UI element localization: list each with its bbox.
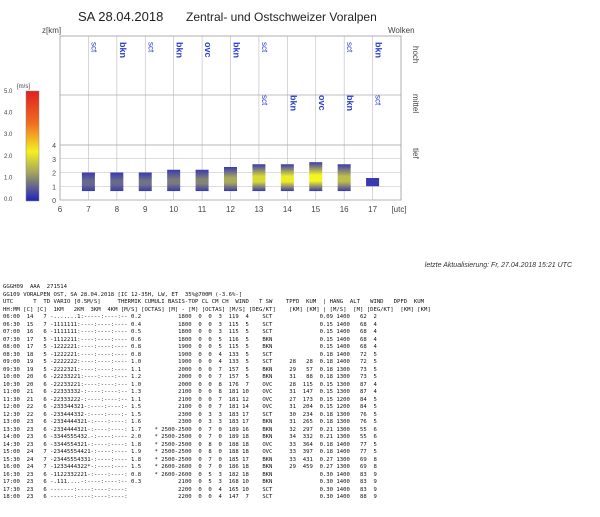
forecast-table	[3, 284, 598, 502]
x-tick-label: 10	[169, 205, 179, 214]
table-row: 14:30 23 6 -3344554321-:----:----: 1.8 * 2500-2500 0 8 0 188 18 OVC 33 364 0.18 1400 77 5	[3, 441, 377, 448]
chart-date: SA 28.04.2018	[78, 9, 164, 24]
table-header-line: GGGH09 AAA 271514	[3, 284, 67, 290]
x-tick-label: 9	[143, 205, 148, 214]
table-row: 11:30 21 6 -22333222-:----:----:-- 1.1 2100 0 0 7 181 12 OVC 27 173 0.15 1200 84 5	[3, 396, 377, 403]
table-row: 07:00 16 6 -1111111:----:----:---- 0.5 1800 0 0 3 115 5 SCT 0.15 1400 68 4	[3, 329, 377, 335]
cloud-label-high: sct	[345, 42, 355, 53]
x-tick-label: 8	[114, 205, 120, 214]
table-row: 16:30 23 6 -1122332221-:----:----: 0.8 * 2600-2600 0 5 3 182 18 BKN 0.30 1400 83 9	[3, 471, 377, 478]
cloud-label-high: bkn	[117, 42, 128, 59]
cloud-label-high: sct	[259, 42, 269, 53]
x-tick-label: 15	[311, 205, 321, 214]
color-scale-tick: 4.0	[4, 110, 13, 117]
thermal-bar	[110, 173, 123, 192]
thermal-forecast-chart	[0, 0, 600, 230]
table-row: 13:30 23 6 -2334444321-:----:----: 1.7 * 2500-2500 0 7 0 189 16 BKN 32 297 0.21 1300 55 6	[3, 426, 377, 433]
table-row: 06:30 15 7 -1111111:----:----:---- 0.4 1800 0 0 3 115 5 SCT 0.15 1400 68 4	[3, 321, 377, 328]
cloud-labels	[89, 42, 383, 111]
table-row: 15:00 24 7 -23445554421-:----:---- 1.9 * 2500-2500 0 8 0 188 18 OVC 33 397 0.18 1400 77 5	[3, 449, 377, 455]
table-row: 11:00 21 6 -22333332-:----:----:-- 1.3 2100 0 0 8 181 10 OVC 31 147 0.15 1300 87 4	[3, 389, 377, 395]
table-row: 17:30 23 6 -------:----:----:----: 2200 0 0 4 165 10 SCT 0.30 1400 83 9	[3, 486, 377, 493]
cloud-label-high: sct	[89, 42, 99, 53]
table-row: 18:00 23 6 -------:----:----:----: 2200 0 0 4 147 7 SCT 0.30 1400 88 9	[3, 494, 377, 500]
y-axis-label: z[km]	[42, 26, 62, 35]
x-tick-label: 16	[339, 205, 349, 214]
y-tick-label: 4	[52, 143, 56, 150]
y-tick-label: 2	[52, 170, 56, 178]
thermal-bar	[338, 164, 351, 191]
cloud-label-mid: ovc	[316, 95, 327, 111]
color-scale-tick: 5.0	[4, 89, 13, 95]
table-row: 09:00 19 5 -2222222:----:----:---- 1.0 1900 0 0 4 133 5 SCT 28 28 0.18 1400 72 5	[3, 359, 377, 365]
thermal-bar	[167, 170, 180, 191]
color-scale-tick: 2.0	[4, 153, 13, 160]
table-header-line: GG109 VORALPEN OST, SA 28.04.2018 [IC 12-35H, LW, ET 35%@700M (-3.6%-]	[3, 291, 243, 298]
x-tick-label: 6	[57, 205, 63, 214]
table-row: 06:00 14 7 -.......1:-----:----:-- 0.2 1800 0 0 3 119 4 SCT 0.09 1400 62 2	[3, 314, 377, 320]
thermal-bar	[196, 170, 209, 191]
table-row: 08:00 17 5 -1222221:----:----:---- 0.8 1900 0 0 5 115 5 BKN 0.15 1400 68 4	[3, 344, 377, 350]
cloud-label-mid: bkn	[288, 95, 299, 112]
cloud-label-high: bkn	[174, 42, 185, 59]
color-scale-bar	[26, 91, 39, 201]
thermal-bar	[366, 178, 379, 186]
x-tick-label: 7	[86, 205, 91, 214]
thermal-bar	[139, 173, 152, 192]
cloud-label-mid: sct	[259, 95, 269, 106]
thermal-bar	[82, 173, 95, 192]
table-row: 08:30 18 5 -1222221:----:----:---- 0.8 1900 0 0 4 133 5 SCT 0.18 1400 72 5	[3, 351, 377, 358]
cloud-label-mid: sct	[373, 95, 383, 106]
cloud-label-high: ovc	[203, 42, 214, 58]
table-row: 14:00 23 6 -3344555432.-:----:---- 2.0 * 2500-2500 0 7 0 189 18 BKN 34 332 0.21 1300 55 6	[3, 434, 377, 440]
cloud-label-high: bkn	[373, 42, 384, 59]
x-tick-label: 12	[226, 205, 235, 214]
table-row: 09:30 19 5 -2222321:----:----:---- 1.1 2000 0 0 7 157 5 BKN 29 57 0.18 1300 73 5	[3, 366, 377, 373]
cloud-label-mid: bkn	[345, 95, 356, 112]
y-tick-label: 0	[52, 198, 56, 205]
cloud-label-high: bkn	[231, 42, 242, 59]
table-row: 17:00 23 6 -.111....-:----:----:-- 0.3 2100 0 5 3 168 10 BKN 0.30 1400 83 9	[3, 479, 377, 485]
level-label-mid: mittel	[411, 94, 420, 114]
thermal-bar	[309, 162, 322, 191]
clouds-label: Wolken	[388, 26, 415, 35]
x-tick-label: 17	[368, 205, 378, 214]
x-tick-label: 11	[197, 205, 207, 214]
color-scale-label: [m/s]	[17, 84, 30, 90]
x-tick-label: 13	[254, 205, 264, 214]
x-axis-unit: [utc]	[391, 205, 407, 214]
color-scale-tick: 3.0	[4, 132, 13, 139]
color-scale-tick: 0.0	[4, 197, 13, 203]
table-row: 12:00 22 6 -233344321-:----:----:- 1.5 2100 0 0 7 181 14 OVC 31 204 0.15 1200 84 5	[3, 404, 377, 410]
chart-region: Zentral- und Ostschweizer Voralpen	[186, 10, 377, 24]
thermal-bar	[224, 167, 237, 191]
table-row: 13:00 23 6 -2334444321-:----:----: 1.6 2300 0 3 3 183 17 BKN 31 265 0.18 1300 76 5	[3, 419, 377, 425]
table-row: 07:30 17 5 -1112211:----:----:---- 0.6 1800 0 0 5 116 5 BKN 0.15 1400 68 4	[3, 336, 377, 343]
table-row: 16:00 24 7 -1233444322*-:----:---- 1.5 * 2600-2600 0 7 0 186 18 BKN 29 459 0.27 1300 69 8	[3, 464, 377, 470]
level-label-high: hoch	[411, 46, 420, 64]
table-row: 12:30 22 6 -233444332-:----:----:- 1.5 2300 0 3 3 183 17 SCT 30 234 0.18 1300 76 5	[3, 411, 377, 418]
last-update-note: letzte Aktualisierung: Fr, 27.04.2018 15:21 UTC	[424, 262, 572, 269]
y-tick-label: 1	[52, 184, 56, 192]
table-header-line: HH:MM [C] [C] 1KM 2KM 3KM 4KM [M/S] [OCTAS] [M] - [M] [OCTAS] [M/S] [DEG/KT] [KM] [KM] | [M/S] [M] [DEG/KT] [KM] [KM]	[3, 306, 431, 313]
table-header-line: UTC T TD VARIO [0.5M/S] THERMIK CUMULI BASIS-TOP CL CM CH WIND T SW TPFD KUM | HANG ALT WIND DPFD KUM	[3, 299, 424, 305]
thermal-bar	[252, 164, 265, 191]
table-row: 15:30 24 7 -23445554331-:----:---- 1.8 * 2500-2500 0 7 0 185 17 BKN 33 431 0.27 1300 69 8	[3, 456, 377, 463]
table-row: 10:30 20 6 -22233221:----:----:--- 1.0 2000 0 0 8 176 7 OVC 28 115 0.15 1300 87 4	[3, 381, 377, 388]
x-tick-label: 14	[282, 205, 292, 214]
table-row: 10:00 20 6 -22233221:----:----:--- 1.2 2000 0 0 7 157 5 BKN 31 88 0.18 1300 73 5	[3, 374, 377, 380]
y-tick-label: 3	[52, 156, 56, 164]
color-scale-tick: 1.0	[4, 175, 13, 182]
level-label-low: tief	[411, 148, 420, 159]
cloud-label-high: sct	[146, 42, 156, 53]
thermal-bar	[281, 164, 294, 191]
